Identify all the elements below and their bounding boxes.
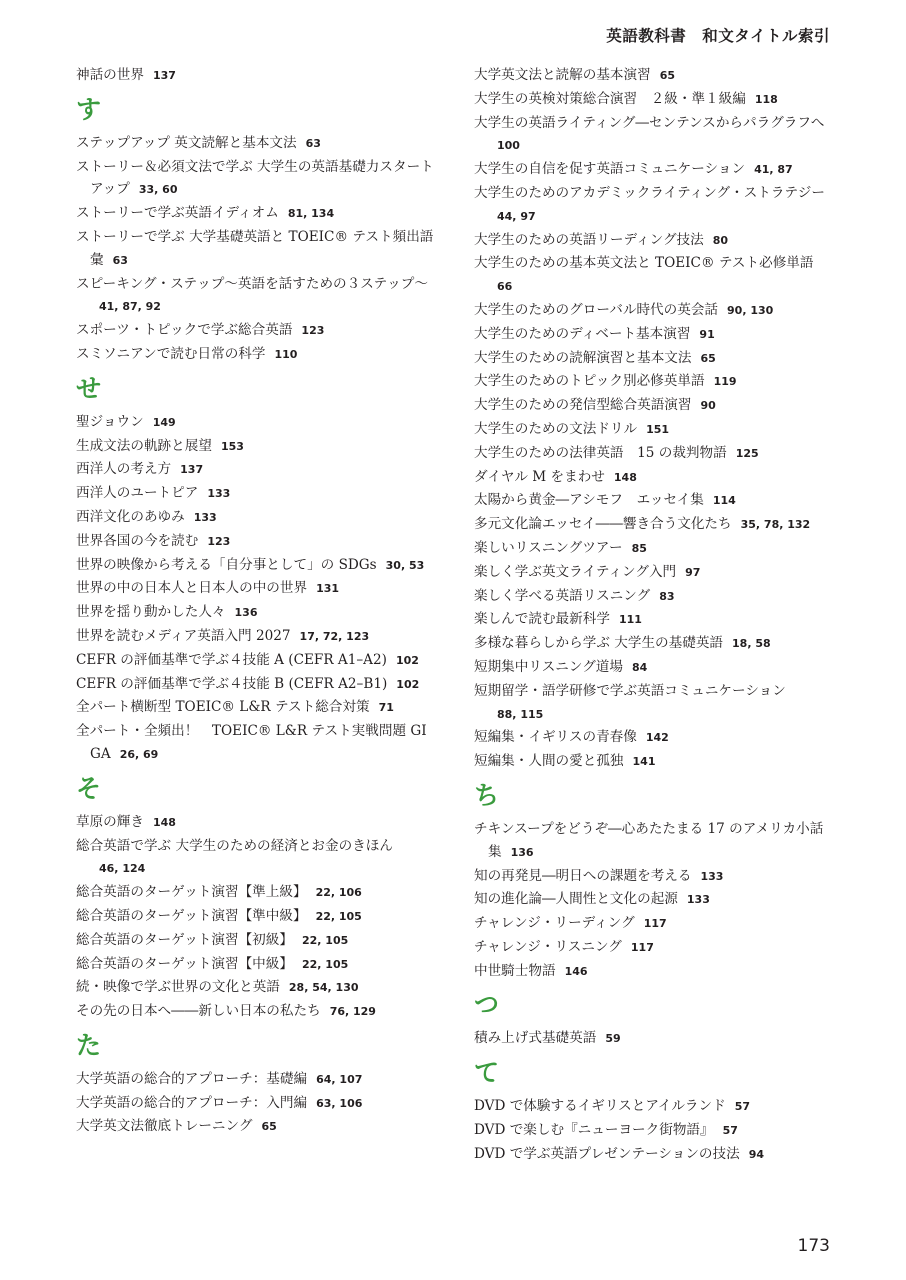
index-entry [474, 347, 834, 371]
entry-title: 全パート・全頻出！ TOEIC® L&R テスト実戦問題 GIGA [76, 723, 427, 762]
index-entry [76, 273, 436, 320]
entry-page-numbers: 63 [112, 253, 128, 267]
index-entry [76, 1068, 436, 1092]
entry-page-numbers: 88, 115 [497, 707, 544, 721]
entry-title: 知の再発見―明日への課題を考える [474, 867, 692, 884]
index-entry [474, 865, 834, 889]
index-entry [474, 818, 834, 865]
entry-page-numbers: 22, 105 [301, 933, 349, 947]
entry-title: 聖ジョウン [76, 413, 144, 430]
entry-page-numbers: 65 [659, 69, 676, 82]
entry-page-numbers: 65 [700, 351, 716, 365]
entry-title: 積み上げ式基礎英語 [474, 1030, 597, 1047]
index-entry [474, 229, 834, 253]
entry-title: ステップアップ 英文読解と基本文法 [76, 134, 297, 151]
entry-page-numbers: 22, 105 [301, 957, 349, 971]
page-number: 173 [797, 1236, 830, 1256]
index-entry [76, 835, 436, 882]
entry-page-numbers: 28, 54, 130 [288, 981, 359, 995]
entry-title: 短期留学・語学研修で学ぶ英語コミュニケーション [474, 682, 786, 699]
entry-title: その先の日本へ――新しい日本の私たち [76, 1003, 321, 1020]
index-entry [76, 929, 436, 953]
index-entry [474, 88, 834, 112]
entry-page-numbers: 80 [712, 233, 729, 247]
index-entry [474, 1027, 834, 1051]
index-entry [474, 466, 834, 490]
entry-page-numbers: 100 [497, 139, 520, 153]
entry-page-numbers: 85 [631, 541, 647, 555]
entry-title: 大学生のための読解演習と基本文法 [474, 349, 692, 366]
entry-title: ストーリーで学ぶ英語イディオム [76, 205, 279, 222]
entry-title: 大学生のためのアカデミックライティング・ストラテジー [474, 184, 825, 201]
entry-title: 大学英文法と読解の基本演習 [474, 67, 651, 83]
entry-title: DVD で学ぶ英語プレゼンテーションの技法 [474, 1145, 740, 1162]
index-entry [76, 881, 436, 905]
kana-section-heading: つ [474, 990, 500, 1020]
entry-page-numbers: 64, 107 [316, 1072, 363, 1086]
entry-title: 大学生のためのディベート基本演習 [474, 325, 691, 342]
index-entry [76, 1092, 436, 1116]
entry-title: ストーリー＆必須文法で学ぶ 大学生の英語基礎力スタートアップ [76, 158, 434, 198]
index-entry [474, 252, 834, 299]
kana-section-heading: た [76, 1030, 102, 1060]
entry-page-numbers: 153 [220, 439, 244, 453]
index-entry [474, 64, 834, 88]
entry-page-numbers: 33, 60 [138, 183, 178, 197]
entry-title: 神話の世界 [76, 67, 144, 83]
entry-page-numbers: 118 [754, 92, 778, 106]
index-entry [474, 1119, 834, 1143]
index-entry [76, 482, 436, 506]
index-entry [76, 673, 436, 697]
index-entry [474, 1143, 834, 1167]
entry-page-numbers: 46, 124 [99, 862, 146, 876]
index-entry [474, 561, 834, 585]
entry-title: 大学英語の総合的アプローチ：入門編 [76, 1094, 308, 1111]
index-entry [76, 720, 436, 767]
entry-page-numbers: 59 [605, 1032, 621, 1046]
page-header-title: 英語教科書 和文タイトル索引 [606, 27, 830, 45]
index-entry [76, 319, 436, 343]
index-entry [474, 442, 834, 466]
entry-page-numbers: 94 [748, 1147, 765, 1161]
index-entry [76, 625, 436, 649]
entry-title: 世界を揺り動かした人々 [76, 604, 226, 621]
entry-page-numbers: 142 [645, 731, 669, 745]
entry-page-numbers: 90 [700, 399, 716, 413]
entry-title: スミソニアンで読む日常の科学 [76, 345, 266, 362]
index-entry [474, 912, 834, 936]
index-entry [76, 601, 436, 625]
entry-page-numbers: 41, 87, 92 [99, 300, 161, 314]
entry-page-numbers: 114 [712, 494, 736, 508]
entry-page-numbers: 117 [643, 917, 667, 931]
index-entry [474, 394, 834, 418]
entry-title: 総合英語のターゲット演習【準上級】 [76, 884, 307, 901]
entry-page-numbers: 66 [497, 280, 513, 294]
entry-page-numbers: 90, 130 [727, 303, 774, 317]
index-entry [76, 226, 436, 273]
index-entry [474, 112, 834, 159]
entry-page-numbers: 123 [301, 324, 325, 338]
index-entry [474, 1095, 834, 1119]
entry-title: 世界を読むメディア英語入門 2027 [76, 627, 291, 644]
index-entry [474, 680, 834, 727]
entry-title: 知の進化論―人間性と文化の起源 [474, 891, 678, 908]
entry-page-numbers: 35, 78, 132 [740, 518, 811, 532]
entry-title: 大学生のための基本英文法と TOEIC® テスト必修単語 [474, 255, 814, 272]
entry-title: 全パート横断型 TOEIC® L&R テスト総合対策 [76, 699, 370, 716]
index-entry [474, 418, 834, 442]
index-column-left [76, 64, 436, 1139]
index-entry [474, 632, 834, 656]
entry-title: チキンスープをどうぞ―心あたたまる 17 のアメリカ小話集 [474, 820, 824, 860]
entry-page-numbers: 148 [613, 470, 637, 484]
kana-section-heading: そ [76, 773, 102, 803]
entry-title: CEFR の評価基準で学ぶ４技能 A (CEFR A1–A2) [76, 651, 387, 668]
entry-title: 世界各国の今を読む [76, 532, 199, 549]
entry-page-numbers: 137 [180, 463, 204, 477]
entry-title: 総合英語のターゲット演習【初級】 [76, 931, 293, 948]
entry-page-numbers: 102 [395, 653, 419, 667]
index-entry [76, 64, 436, 88]
kana-section-heading: せ [76, 373, 102, 403]
entry-title: ダイヤル M をまわせ [474, 468, 605, 485]
entry-page-numbers: 63 [305, 136, 321, 150]
kana-section-heading: ち [474, 780, 500, 810]
index-entry [76, 976, 436, 1000]
entry-title: 大学生のための英語リーディング技法 [474, 231, 704, 248]
entry-page-numbers: 57 [734, 1100, 751, 1114]
entry-page-numbers: 149 [152, 415, 176, 429]
entry-page-numbers: 30, 53 [385, 558, 425, 572]
entry-page-numbers: 133 [700, 869, 724, 883]
entry-page-numbers: 22, 105 [315, 909, 362, 923]
entry-title: チャレンジ・リーディング [474, 915, 635, 932]
entry-title: チャレンジ・リスニング [474, 938, 622, 955]
entry-page-numbers: 41, 87 [754, 163, 793, 177]
index-entry [474, 585, 834, 609]
entry-page-numbers: 119 [713, 375, 737, 389]
entry-page-numbers: 84 [632, 660, 648, 674]
index-entry [76, 411, 436, 435]
kana-section-heading: す [76, 94, 102, 124]
entry-title: 西洋人の考え方 [76, 461, 172, 478]
index-entry [474, 608, 834, 632]
entry-title: ストーリーで学ぶ 大学基礎英語と TOEIC® テスト頻出語彙 [76, 228, 434, 268]
entry-title: 世界の中の日本人と日本人の中の世界 [76, 580, 308, 597]
entry-page-numbers: 136 [510, 845, 534, 859]
index-entry [76, 811, 436, 835]
index-column-right [474, 64, 834, 1167]
entry-title: 大学英語の総合的アプローチ：基礎編 [76, 1070, 308, 1087]
index-entry [474, 370, 834, 394]
index-entry [474, 726, 834, 750]
entry-title: CEFR の評価基準で学ぶ４技能 B (CEFR A2–B1) [76, 675, 388, 692]
entry-title: 西洋文化のあゆみ [76, 508, 185, 525]
index-entry [474, 489, 834, 513]
entry-page-numbers: 151 [646, 422, 670, 436]
entry-page-numbers: 125 [735, 446, 759, 460]
index-entry [76, 554, 436, 578]
entry-title: 大学生のための文法ドリル [474, 420, 638, 437]
index-entry [76, 530, 436, 554]
entry-title: 楽しんで読む最新科学 [474, 611, 610, 628]
entry-page-numbers: 65 [261, 1120, 277, 1134]
entry-page-numbers: 123 [207, 534, 231, 548]
index-entry [76, 577, 436, 601]
entry-page-numbers: 57 [722, 1124, 738, 1138]
entry-page-numbers: 141 [632, 755, 656, 769]
index-entry [76, 132, 436, 156]
entry-page-numbers: 18, 58 [732, 637, 771, 651]
kana-section-heading: て [474, 1058, 500, 1088]
entry-page-numbers: 22, 106 [315, 886, 362, 900]
entry-page-numbers: 117 [630, 940, 654, 954]
index-entry [474, 513, 834, 537]
index-entry [76, 343, 436, 367]
entry-title: 大学生の英検対策総合演習 ２級・準１級編 [474, 90, 746, 107]
entry-page-numbers: 63, 106 [316, 1096, 363, 1110]
entry-title: 太陽から黄金―アシモフ エッセイ集 [474, 492, 704, 509]
entry-title: 多元文化論エッセイ――響き合う文化たち [474, 516, 732, 533]
entry-page-numbers: 110 [274, 347, 298, 361]
entry-page-numbers: 133 [193, 510, 217, 524]
entry-page-numbers: 102 [396, 677, 420, 691]
index-entry [474, 182, 834, 229]
entry-page-numbers: 131 [316, 582, 340, 596]
entry-title: 続・映像で学ぶ世界の文化と英語 [76, 979, 280, 996]
entry-title: 多様な暮らしから学ぶ 大学生の基礎英語 [474, 635, 724, 652]
entry-title: 総合英語のターゲット演習【中級】 [76, 955, 293, 972]
index-entry [474, 299, 834, 323]
entry-title: 世界の映像から考える「自分事として」の SDGs [76, 556, 377, 573]
entry-page-numbers: 81, 134 [287, 207, 335, 221]
entry-title: DVD で楽しむ『ニューヨーク街物語』 [474, 1122, 714, 1139]
index-entry [474, 158, 834, 182]
entry-title: 短編集・イギリスの青春像 [474, 729, 637, 746]
entry-title: 大学英文法徹底トレーニング [76, 1118, 253, 1135]
entry-page-numbers: 133 [686, 893, 710, 907]
entry-page-numbers: 111 [618, 613, 642, 627]
entry-title: 総合英語で学ぶ 大学生のための経済とお金のきほん [76, 837, 393, 854]
entry-page-numbers: 136 [234, 606, 258, 620]
index-entry [76, 953, 436, 977]
entry-title: 西洋人のユートピア [76, 485, 199, 502]
entry-title: 大学生の英語ライティング―センテンスからパラグラフへ [474, 114, 825, 131]
index-entry [474, 750, 834, 774]
index-entry [76, 458, 436, 482]
index-entry [474, 888, 834, 912]
entry-page-numbers: 26, 69 [119, 747, 159, 761]
entry-page-numbers: 76, 129 [329, 1005, 376, 1019]
entry-page-numbers: 44, 97 [497, 209, 536, 223]
entry-page-numbers: 97 [685, 565, 701, 579]
index-entry [76, 1115, 436, 1139]
entry-title: スピーキング・ステップ～英語を話すための３ステップ～ [76, 275, 428, 292]
entry-title: 総合英語のターゲット演習【準中級】 [76, 907, 307, 924]
index-entry [76, 696, 436, 720]
index-entry [76, 202, 436, 226]
index-entry [76, 1000, 436, 1024]
index-entry [76, 506, 436, 530]
index-entry [76, 156, 436, 203]
index-entry [474, 936, 834, 960]
entry-page-numbers: 17, 72, 123 [299, 629, 370, 643]
entry-title: 楽しいリスニングツアー [474, 539, 623, 556]
entry-title: 大学生のためのグローバル時代の英会話 [474, 301, 719, 318]
entry-title: 短期集中リスニング道場 [474, 658, 623, 675]
index-entry [76, 905, 436, 929]
entry-page-numbers: 146 [564, 964, 588, 978]
index-entry [76, 649, 436, 673]
entry-page-numbers: 91 [699, 327, 715, 341]
index-entry [474, 537, 834, 561]
entry-page-numbers: 137 [152, 69, 176, 82]
entry-page-numbers: 83 [659, 589, 675, 603]
entry-title: 楽しく学ぶ英文ライティング入門 [474, 563, 677, 580]
entry-title: 大学生のための発信型総合英語演習 [474, 397, 692, 414]
entry-title: 大学生のためのトピック別必修英単語 [474, 373, 705, 390]
entry-title: DVD で体験するイギリスとアイルランド [474, 1098, 726, 1115]
entry-title: 生成文法の軌跡と展望 [76, 437, 212, 454]
entry-title: 短編集・人間の愛と孤独 [474, 753, 624, 770]
index-entry [474, 323, 834, 347]
entry-title: 中世騎士物語 [474, 962, 556, 979]
entry-title: スポーツ・トピックで学ぶ総合英語 [76, 322, 293, 339]
entry-title: 楽しく学べる英語リスニング [474, 587, 651, 604]
entry-title: 草原の輝き [76, 813, 144, 830]
index-entry [76, 435, 436, 459]
entry-page-numbers: 71 [378, 701, 394, 715]
index-entry [474, 960, 834, 984]
entry-page-numbers: 133 [207, 487, 231, 501]
entry-page-numbers: 148 [152, 815, 176, 829]
index-entry [474, 656, 834, 680]
entry-title: 大学生のための法律英語 15 の裁判物語 [474, 444, 727, 461]
entry-title: 大学生の自信を促す英語コミュニケーション [474, 161, 746, 178]
